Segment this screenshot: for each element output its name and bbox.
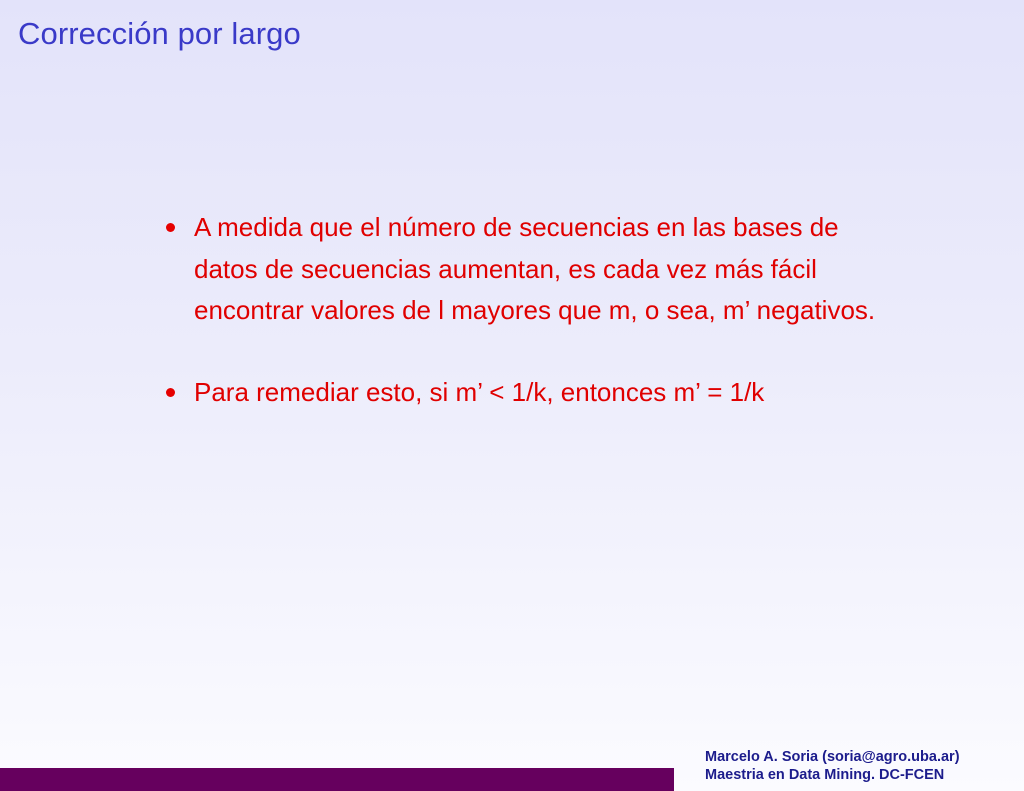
slide-title: Corrección por largo [18,16,301,51]
bullet-item [166,207,896,332]
bullet-dot-icon [166,223,175,232]
footer-program: Maestria en Data Mining. DC-FCEN [705,767,945,783]
bullet-dot-icon [166,388,175,397]
footer-bar [0,768,674,791]
footer-author: Marcelo A. Soria (soria@agro.uba.ar) [705,749,960,765]
bullet-list [166,207,896,453]
bullet-item [166,372,896,414]
bullet-text: A medida que el número de secuencias en las bases de datos de secuencias aumentan, es cada vez más fácil encontrar valores de l mayores que m, o sea, m’ negativos. [194,212,876,325]
bullet-text: Para remediar esto, si m’ < 1/k, entonces m’ = 1/k [194,376,765,407]
footer-credits [705,748,960,784]
